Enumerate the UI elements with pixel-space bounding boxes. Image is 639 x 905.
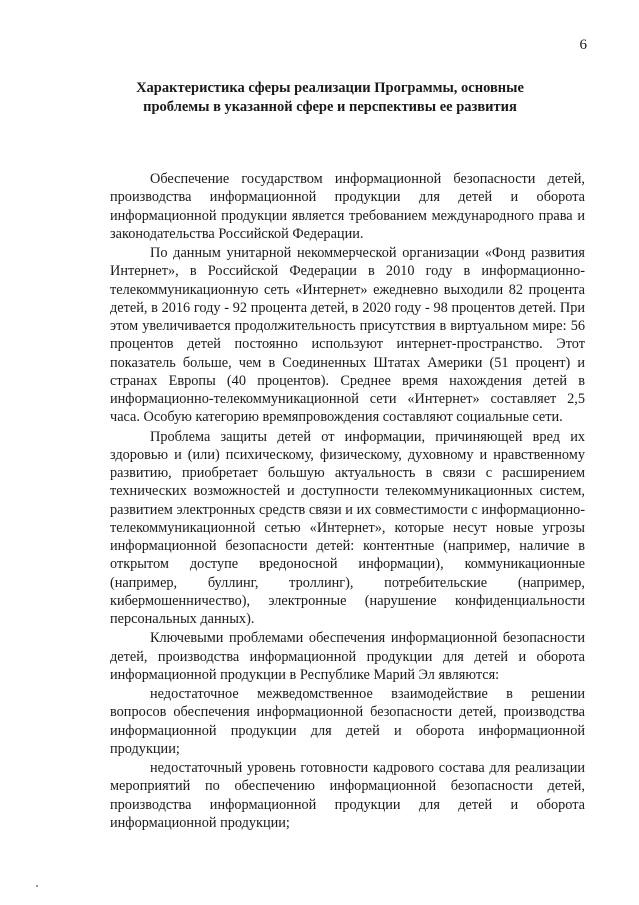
- paragraph-4: Ключевыми проблемами обеспечения информационной безопасности детей, производства информационной продукции для детей и оборота информационной продукции в Республике Марий Эл являются:: [110, 630, 585, 683]
- paragraph-3: Проблема защиты детей от информации, причиняющей вред их здоровью и (или) психическому, физическому, духовному и нравственному развитию, приобретает большую актуальность в связи с расширением технических возможностей и доступности телекоммуникационных систем, развитием электронных средств связи и их совместимости с информационно-телекоммуникационной сетью «Интернет», которые несут новые угрозы информационной безопасности детей: контентные (например, наличие в открытом доступе вредоносной информации), коммуникационные (например, буллинг, троллинг), потребительские (например, кибермошенничество), электронные (нарушение конфиденциальности персональных данных).: [110, 428, 585, 627]
- paragraph-6: недостаточный уровень готовности кадрового состава для реализации мероприятий по обеспечению информационной безопасности детей, производства информационной продукции для детей и оборота информационной продукции;: [110, 760, 585, 831]
- page-number: 6: [579, 37, 587, 53]
- paragraph-2: По данным унитарной некоммерческой организации «Фонд развития Интернет», в Российской Федерации в 2010 году в информационно-телекоммуникационную сеть «Интернет» ежедневно выходили 82 процента детей, в 2016 году - 92 процента детей, в 2020 году - 98 процентов детей. При этом увеличивается продолжительность присутствия в виртуальном мире: 56 процентов детей постоянно используют интернет-пространство. Этот показатель больше, чем в Соединенных Штатах Америки (51 процент) и странах Европы (40 процентов). Среднее время нахождения детей в информационно-телекоммуникационной сети «Интернет» составляет 2,5 часа. Особую категорию времяпровождения составляют социальные сети.: [110, 245, 585, 426]
- paragraph-1: Обеспечение государством информационной безопасности детей, производства информационной продукции для детей и оборота информационной продукции является требованием международного права и законодательства Российской Федерации.: [110, 171, 585, 242]
- document-body: [110, 170, 585, 832]
- scan-speck: [36, 885, 38, 887]
- paragraph-5: недостаточное межведомственное взаимодействие в решении вопросов обеспечения информационной безопасности детей, производства информационной продукции для детей и оборота информационной продукции;: [110, 686, 585, 757]
- section-heading: Характеристика сферы реализации Программы, основные проблемы в указанной сфере и перспективы ее развития: [136, 80, 524, 115]
